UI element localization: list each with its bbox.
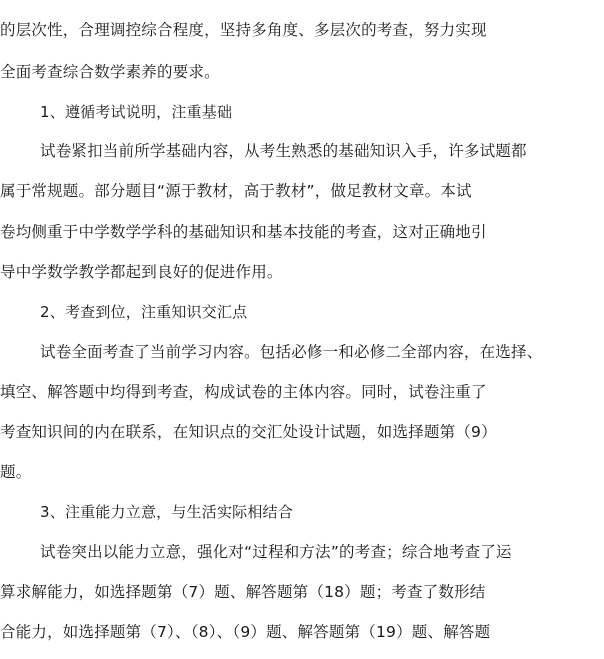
text-line-13: 合能力，如选择题第（7）、（8）、（9）题、解答题第（19）题、解答题 bbox=[0, 623, 491, 641]
text-line-8: 填空、解答题中均得到考查，构成试卷的主体内容。同时，试卷注重了 bbox=[0, 383, 487, 401]
text-line-1: 的层次性，合理调控综合程度，坚持多角度、多层次的考查，努力实现 bbox=[0, 21, 487, 39]
text-line-5: 卷均侧重于中学数学学科的基础知识和基本技能的考查，这对正确地引 bbox=[0, 223, 487, 241]
text-line-4: 属于常规题。部分题目“源于教材，高于教材”，做足教材文章。本试 bbox=[0, 182, 472, 200]
text-line-10: 题。 bbox=[0, 463, 32, 481]
section-heading-2: 2、考查到位，注重知识交汇点 bbox=[40, 303, 248, 321]
text-line-3: 试卷紧扣当前所学基础内容，从考生熟悉的基础知识入手，许多试题都 bbox=[40, 142, 527, 160]
text-line-6: 导中学数学教学都起到良好的促进作用。 bbox=[0, 263, 283, 281]
section-heading-1: 1、遵循考试说明，注重基础 bbox=[40, 103, 233, 121]
section-heading-3: 3、注重能力立意，与生活实际相结合 bbox=[40, 503, 293, 521]
text-line-2: 全面考查综合数学素养的要求。 bbox=[0, 63, 220, 81]
text-line-11: 试卷突出以能力立意，强化对“过程和方法”的考查；综合地考查了运 bbox=[40, 543, 512, 561]
text-line-9: 考查知识间的内在联系，在知识点的交汇处设计试题，如选择题第（9） bbox=[0, 423, 497, 441]
text-line-12: 算求解能力，如选择题第（7）题、解答题第（18）题；考查了数形结 bbox=[0, 583, 486, 601]
text-line-7: 试卷全面考查了当前学习内容。包括必修一和必修二全部内容，在选择、 bbox=[40, 343, 543, 361]
